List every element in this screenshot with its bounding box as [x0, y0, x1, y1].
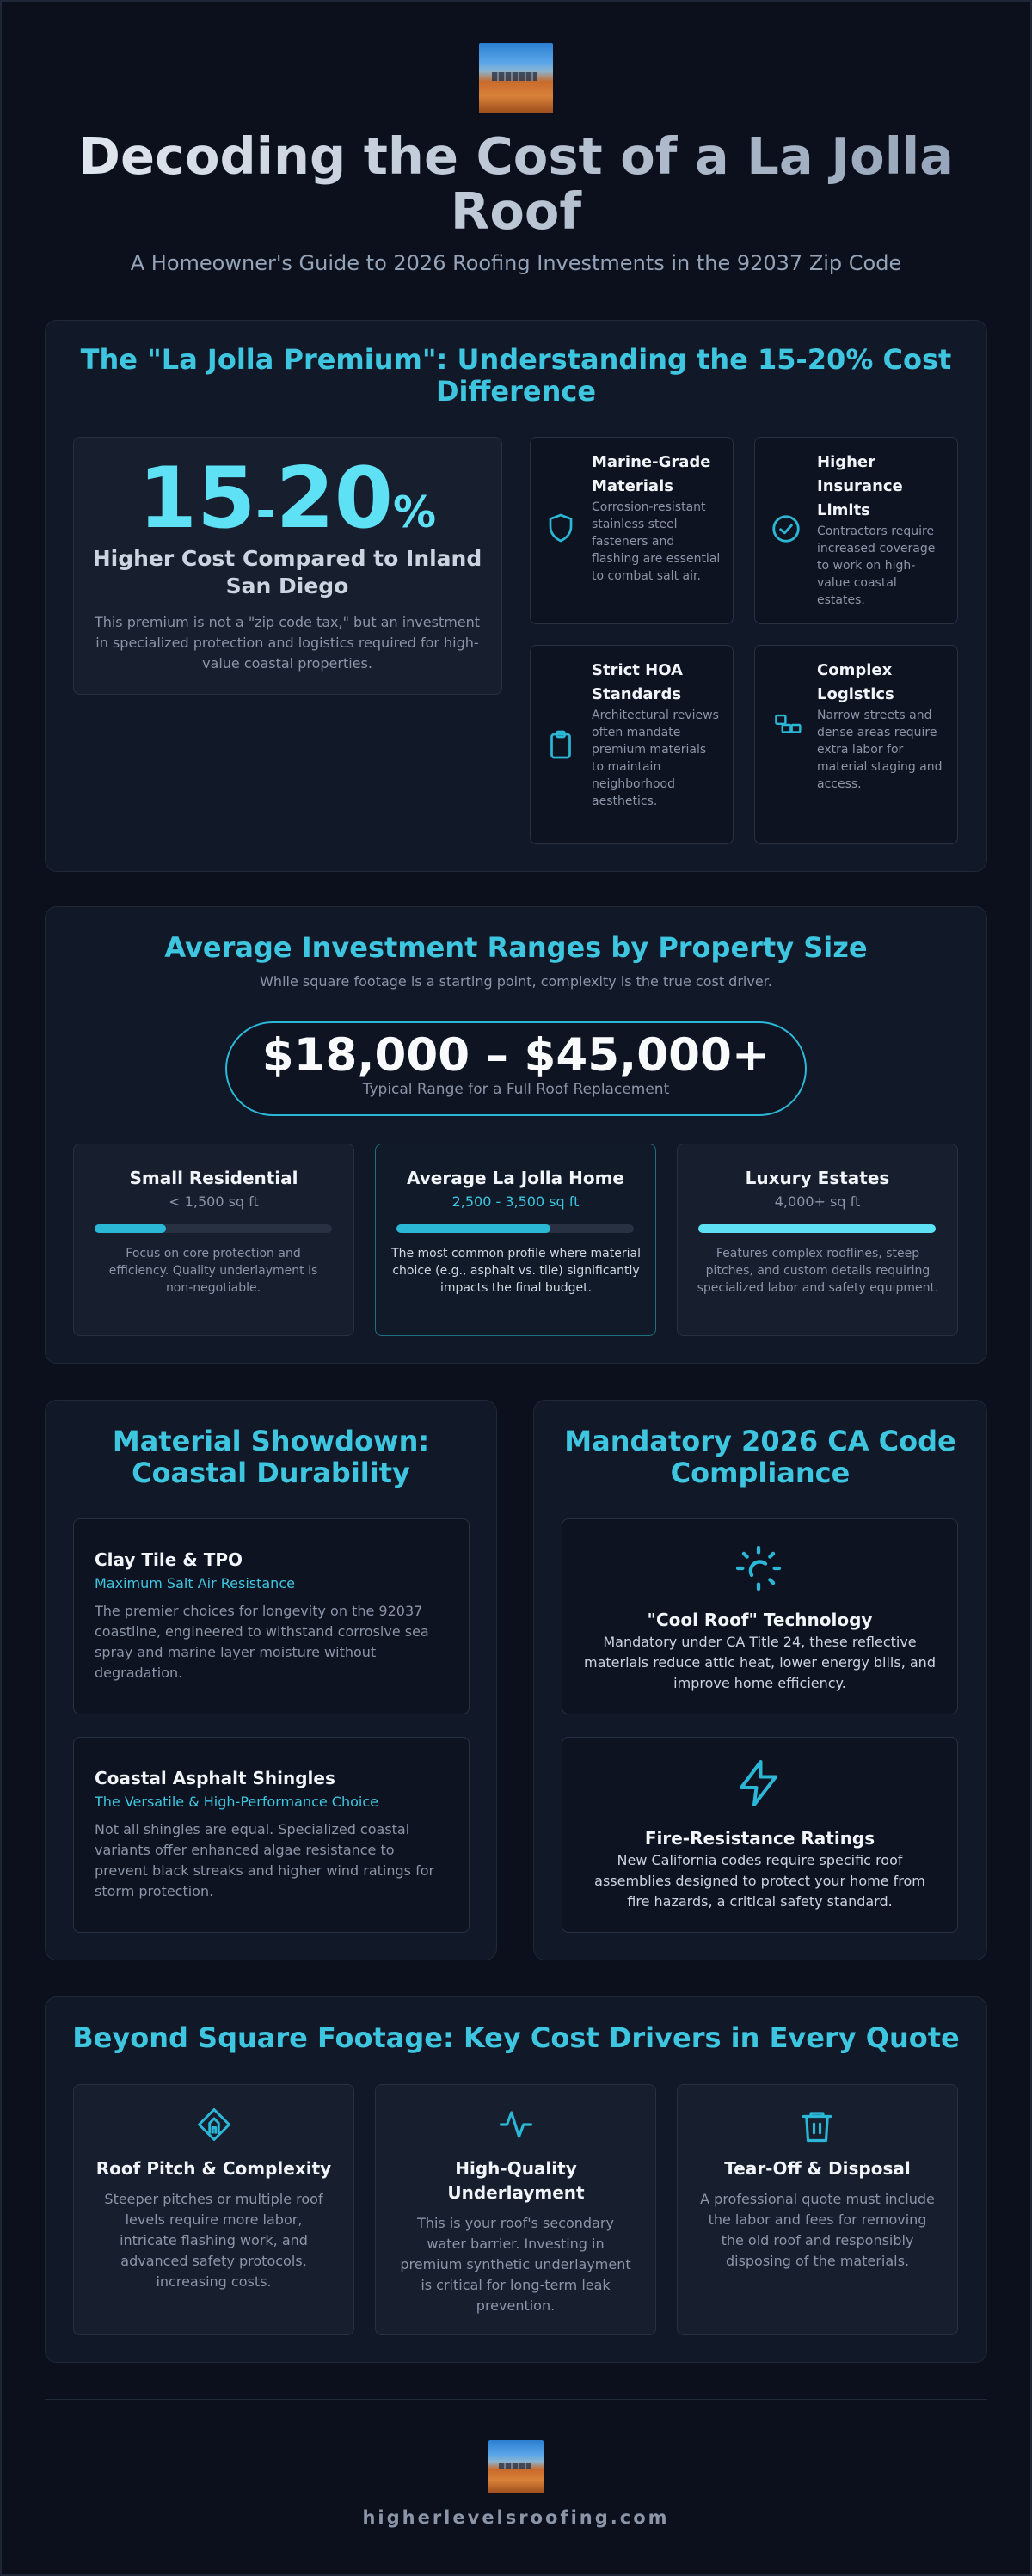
- tier-desc: Features complex rooflines, steep pitches, and custom details requiring specialized labor and safety equipment.: [697, 1247, 939, 1295]
- factor-desc: Narrow streets and dense areas require extra labor for material staging and access.: [817, 708, 943, 791]
- tier-size: 4,000+ sq ft: [774, 1193, 861, 1210]
- factor-title: Higher Insurance Limits: [817, 453, 903, 519]
- sun-icon: [731, 1541, 786, 1596]
- logistics-blocks-icon: [774, 712, 803, 738]
- material-tag: The Versatile & High-Performance Choice: [95, 1794, 378, 1810]
- page-title: Decoding the Cost of a La Jolla Roof: [52, 129, 980, 239]
- driver-title: Tear-Off & Disposal: [724, 2158, 911, 2179]
- trash-icon: [799, 2107, 835, 2144]
- code-item-title: "Cool Roof" Technology: [647, 1610, 873, 1630]
- materials-title: Material Showdown: Coastal Durability: [112, 1425, 430, 1489]
- tier-size: < 1,500 sq ft: [169, 1193, 259, 1210]
- tier-bar: [698, 1224, 936, 1233]
- driver-title: Roof Pitch & Complexity: [95, 2158, 332, 2179]
- tier-desc: The most common profile where material choice (e.g., asphalt vs. tile) significantly impacts the final budget.: [391, 1247, 641, 1295]
- code-title: Mandatory 2026 CA Code Compliance: [564, 1425, 956, 1489]
- factor-title: Complex Logistics: [817, 661, 894, 703]
- tier-desc: Focus on core protection and efficiency. Quality underlayment is non-negotiable.: [108, 1247, 318, 1295]
- shield-icon: [545, 511, 576, 545]
- tier-bar-fill: [396, 1224, 550, 1233]
- premium-stat-desc: This premium is not a "zip code tax," but an investment in specialized protection and logistics required for high-value coastal properties.: [94, 614, 481, 672]
- factor-title: Marine-Grade Materials: [592, 453, 711, 495]
- code-item-title: Fire-Resistance Ratings: [644, 1828, 875, 1849]
- check-circle-icon: [770, 512, 802, 545]
- range-caption: Typical Range for a Full Roof Replacement: [362, 1081, 670, 1098]
- driver-desc: A professional quote must include the labor and fees for removing the old roof and responsibly disposing of the materials.: [700, 2191, 935, 2269]
- factor-desc: Architectural reviews often mandate premium materials to maintain neighborhood aesthetics.: [592, 708, 719, 808]
- footer-logo-image: [488, 2440, 544, 2493]
- material-desc: Not all shingles are equal. Specialized coastal variants offer enhanced algae resistance to prevent black streaks and higher wind ratings for storm protection.: [95, 1821, 435, 1899]
- factor-desc: Corrosion-resistant stainless steel fasteners and flashing are essential to combat salt air.: [592, 500, 721, 583]
- tier-title: Small Residential: [129, 1168, 298, 1188]
- tier-title: Average La Jolla Home: [406, 1168, 624, 1188]
- tier-bar: [95, 1224, 332, 1233]
- code-item-desc: Mandatory under CA Title 24, these reflective materials reduce attic heat, lower energy bills, and improve home efficiency.: [584, 1634, 936, 1691]
- material-title: Coastal Asphalt Shingles: [95, 1768, 335, 1788]
- factor-title: Strict HOA Standards: [592, 661, 683, 703]
- investment-title: Average Investment Ranges by Property Size: [164, 931, 868, 964]
- premium-title: The "La Jolla Premium": Understanding the 15-20% Cost Difference: [80, 343, 952, 408]
- tier-size: 2,500 - 3,500 sq ft: [452, 1193, 580, 1210]
- material-title: Clay Tile & TPO: [95, 1549, 243, 1570]
- premium-stat-label: Higher Cost Compared to Inland San Diego: [92, 546, 482, 598]
- footer-divider: [45, 2399, 987, 2400]
- tier-bar-fill: [95, 1224, 166, 1233]
- material-desc: The premier choices for longevity on the 92037 coastline, engineered to withstand corrosive sea spray and marine layer moisture without degradation.: [95, 1603, 429, 1681]
- clipboard-icon: [545, 727, 576, 762]
- factor-desc: Contractors require increased coverage to work on high-value coastal estates.: [817, 524, 936, 607]
- footer-website-link[interactable]: higherlevelsroofing.com: [362, 2507, 670, 2528]
- code-item-desc: New California codes require specific roof assemblies designed to protect your home from fire hazards, a critical safety standard.: [594, 1852, 925, 1910]
- header-logo-image: [479, 43, 553, 113]
- driver-desc: Steeper pitches or multiple roof levels require more labor, intricate flashing work, and advanced safety protocols, increasing costs.: [104, 2191, 323, 2290]
- page-subtitle: A Homeowner's Guide to 2026 Roofing Investments in the 92037 Zip Code: [130, 251, 902, 275]
- roof-pitch-icon: [196, 2107, 232, 2143]
- drivers-title: Beyond Square Footage: Key Cost Drivers in Every Quote: [72, 2021, 960, 2054]
- tier-bar-fill: [698, 1224, 936, 1233]
- range-value: $18,000 – $45,000+: [261, 1029, 771, 1082]
- investment-subtitle: While square footage is a starting point, complexity is the true cost driver.: [260, 973, 772, 990]
- material-tag: Maximum Salt Air Resistance: [95, 1575, 295, 1592]
- premium-stat-value: 15-20%: [138, 450, 437, 548]
- driver-desc: This is your roof's secondary water barrier. Investing in premium synthetic underlayment is critical for long-term leak prevention.: [400, 2215, 631, 2314]
- pulse-icon: [497, 2107, 535, 2143]
- driver-title: High-Quality Underlayment: [447, 2158, 585, 2203]
- lightning-icon: [733, 1757, 784, 1809]
- tier-title: Luxury Estates: [745, 1168, 890, 1188]
- tier-bar: [396, 1224, 634, 1233]
